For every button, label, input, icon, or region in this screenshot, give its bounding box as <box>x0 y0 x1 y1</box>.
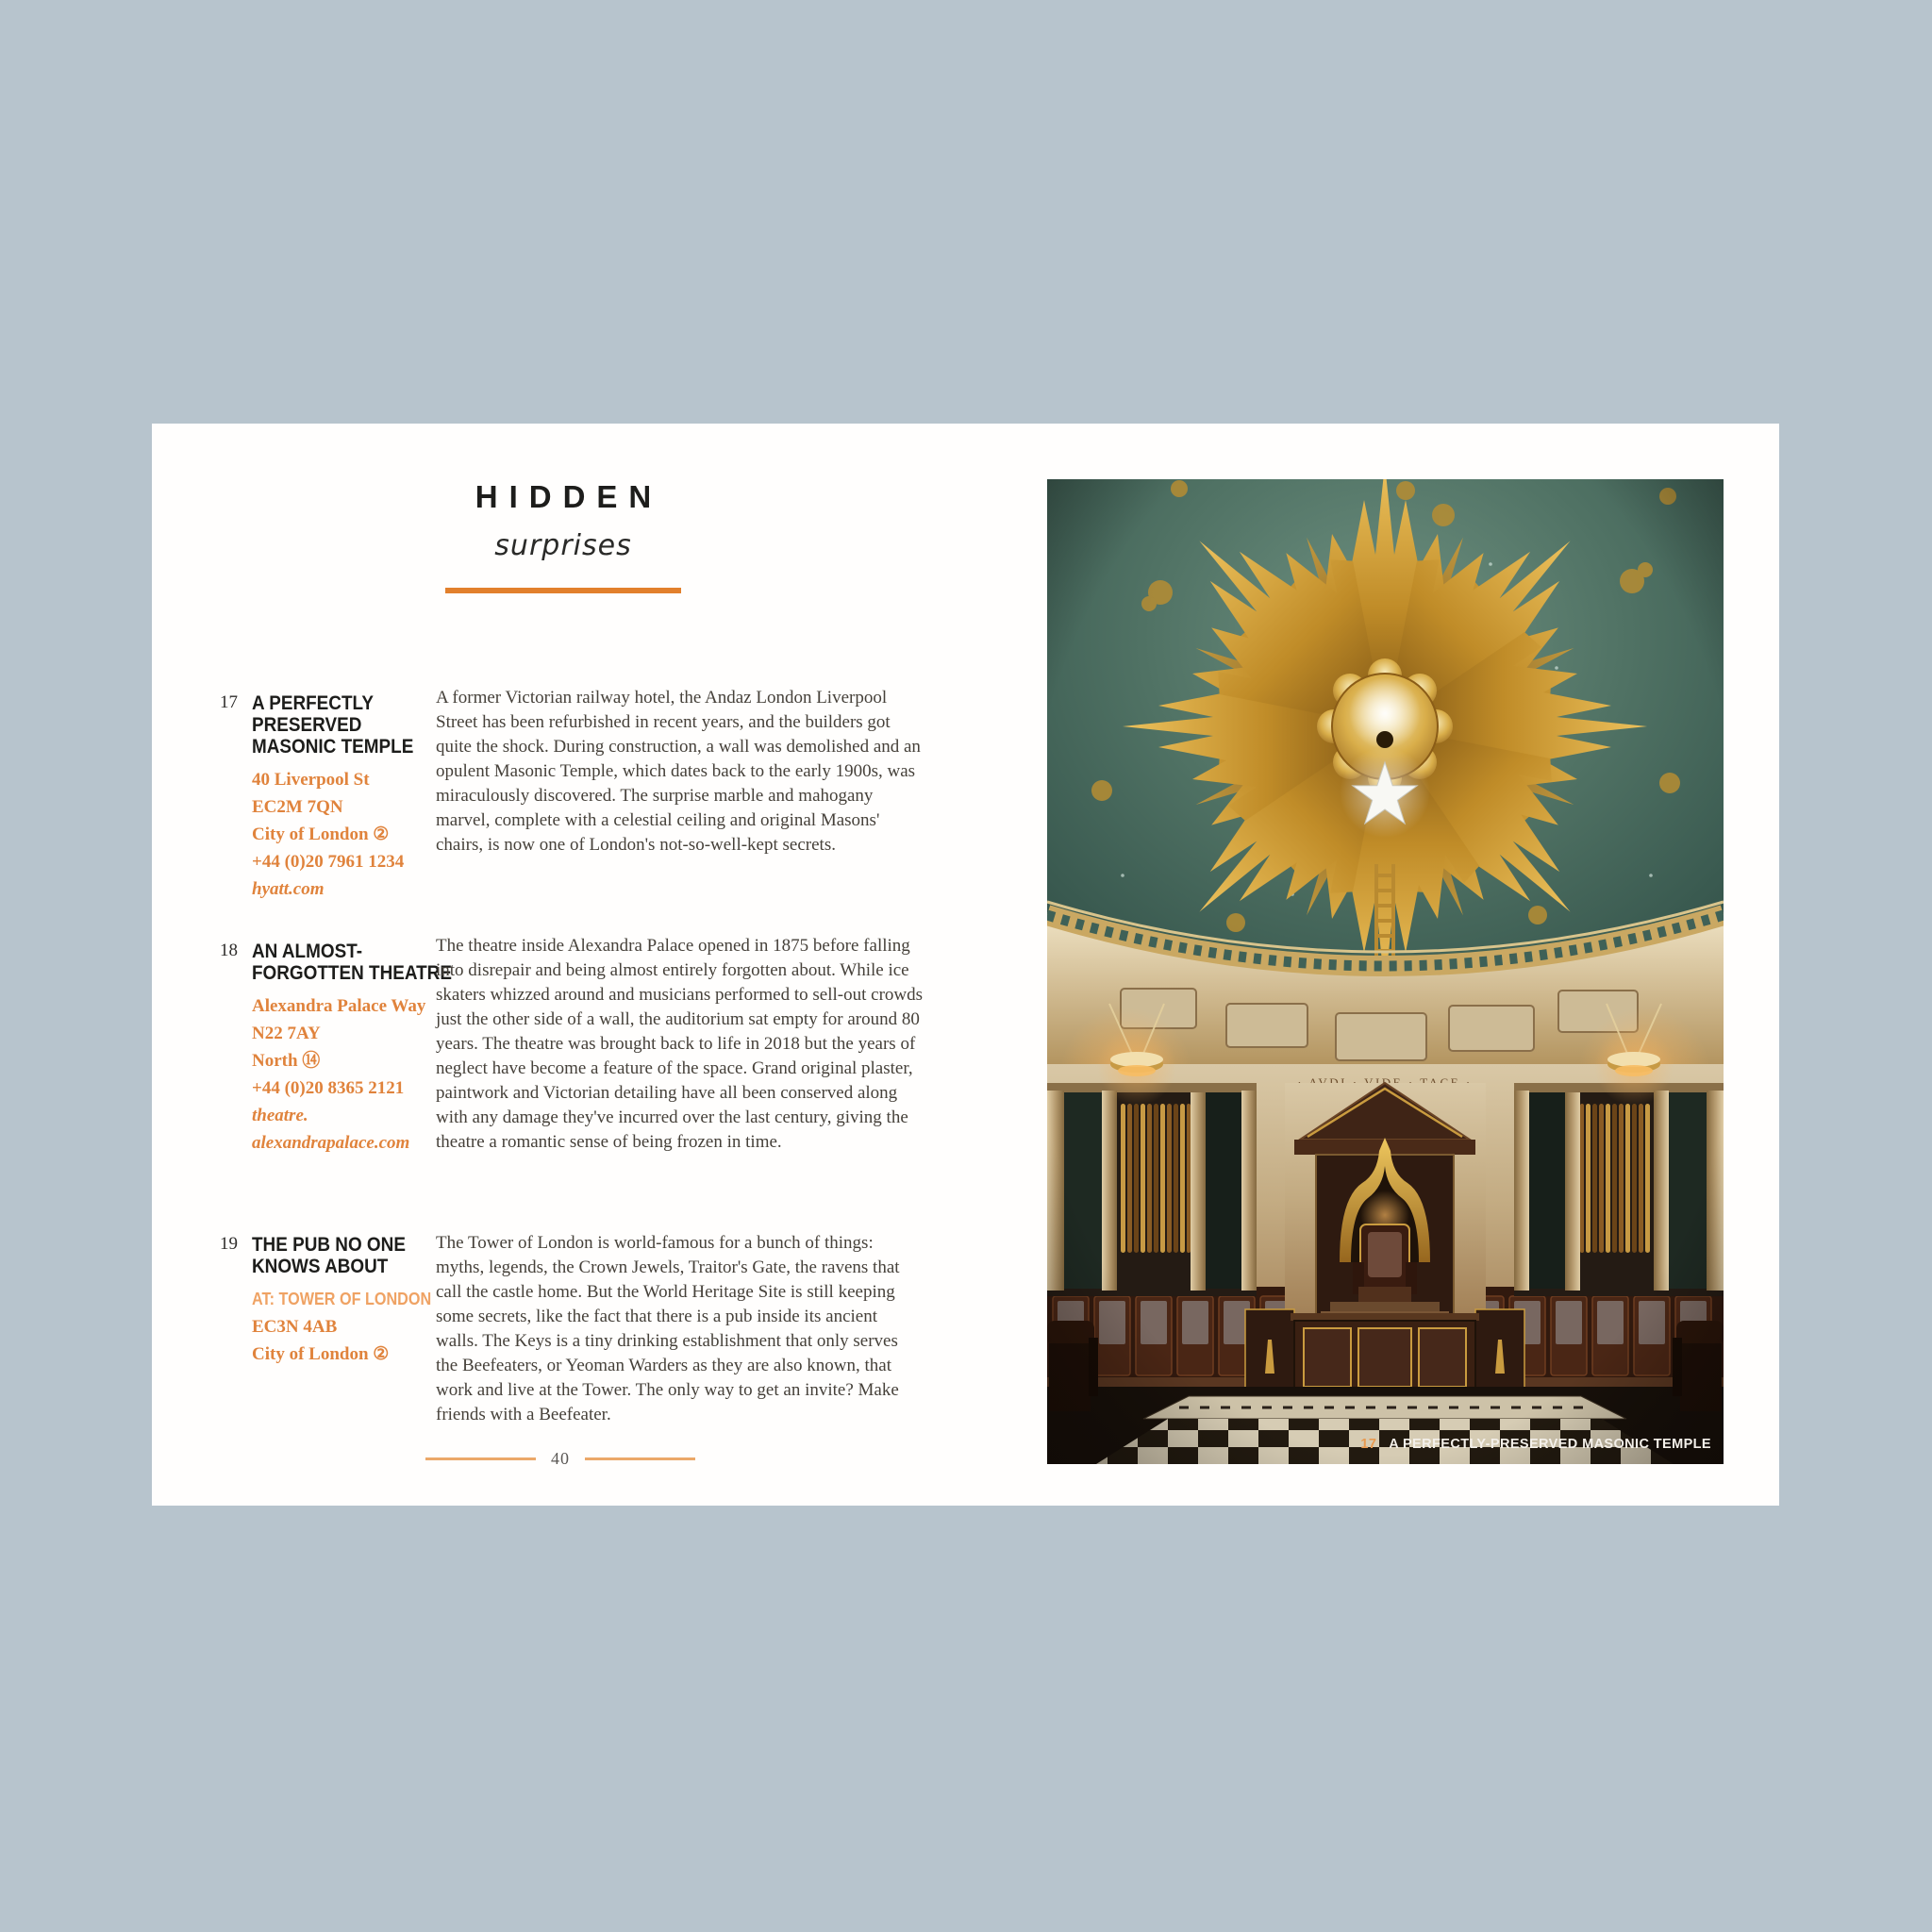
masonic-temple-photo <box>1047 479 1724 1464</box>
book-page <box>152 424 1779 1506</box>
entry-title-line: THE PUB NO ONE <box>252 1233 406 1256</box>
entry-body: The theatre inside Alexandra Palace opened in 1875 before falling into disrepair and being almost entirely forgotten about. While ice skaters whizzed around and musicians performed to sell-out crowds just the other side of a wall, the auditorium sat empty for around 80 years. The theatre was brought back to life in 2018 but the years of neglect have become a feature of the space. Grand original plaster, paintwork and Victorian detailing have all been conserved along with any damage they've incurred over the last century, giving the theatre a romantic sense of being frozen in time. <box>436 936 924 1152</box>
page-number-rule <box>585 1457 695 1460</box>
entry-title-line: KNOWS ABOUT <box>252 1255 389 1277</box>
photo-caption-number: 17 <box>1360 1437 1377 1452</box>
page-title: HIDDEN <box>475 479 663 514</box>
page-subtitle: surprises <box>494 529 632 562</box>
page-number-row <box>425 1449 695 1469</box>
entry-title-line: MASONIC TEMPLE <box>252 735 414 758</box>
entry-title-line: A PERFECTLY <box>252 691 374 714</box>
entry-title-line: AN ALMOST- <box>252 940 363 962</box>
address-line: EC2M 7QN <box>252 797 343 817</box>
website-link: theatre. <box>252 1106 308 1125</box>
entry-title-line: PRESERVED <box>252 713 362 736</box>
entry-body: A former Victorian railway hotel, the Andaz London Liverpool Street has been refurbished in recent years, and the builders got quite the shock. During construction, a wall was demolished and an opulent Masonic Temple, which dates back to the early 1900s, was miraculously discovered. The surprise marble and mahogany marvel, complete with a celestial ceiling and original Masons' chairs, is now one of London's not-so-well-kept secrets. <box>436 688 921 855</box>
masthead <box>445 478 681 593</box>
entry-body: The Tower of London is world-famous for a bunch of things: myths, legends, the Crown Jewels, Traitor's Gate, the ravens that call the castle home. But the World Heritage Site is still keeping some secrets, like the fact that there is a pub inside its ancient walls. The Keys is a tiny drinking establishment that only serves the Beefeaters, or Yeoman Warders as they are also known, that work and live at the Tower. The only way to get an invite? Make friends with a Beefeater. <box>436 1233 900 1424</box>
page-number: 40 <box>551 1449 570 1468</box>
entry-number: 19 <box>220 1234 238 1254</box>
address-line: City of London ② <box>252 1344 390 1364</box>
address-line: North ⑭ <box>252 1051 321 1071</box>
address-line: +44 (0)20 8365 2121 <box>252 1078 405 1098</box>
address-line: N22 7AY <box>252 1024 321 1043</box>
entry-number: 18 <box>220 941 238 960</box>
address-line: EC3N 4AB <box>252 1317 338 1337</box>
address-line: 40 Liverpool St <box>252 770 370 790</box>
address-line: +44 (0)20 7961 1234 <box>252 852 405 872</box>
website-link: hyatt.com <box>252 879 325 899</box>
entry-title-line: FORGOTTEN THEATRE <box>252 961 452 984</box>
website-link: alexandrapalace.com <box>252 1133 410 1153</box>
masthead-rule <box>445 588 681 593</box>
photo-caption <box>1360 1437 1711 1452</box>
page-number-rule <box>425 1457 536 1460</box>
address-at-line: AT: TOWER OF LONDON <box>252 1290 432 1308</box>
photo-vignette <box>1047 479 1724 1464</box>
photo-caption-title: A PERFECTLY-PRESERVED MASONIC TEMPLE <box>1389 1437 1711 1452</box>
address-line: City of London ② <box>252 824 390 844</box>
address-line: Alexandra Palace Way <box>252 996 426 1016</box>
entry-number: 17 <box>220 692 238 712</box>
